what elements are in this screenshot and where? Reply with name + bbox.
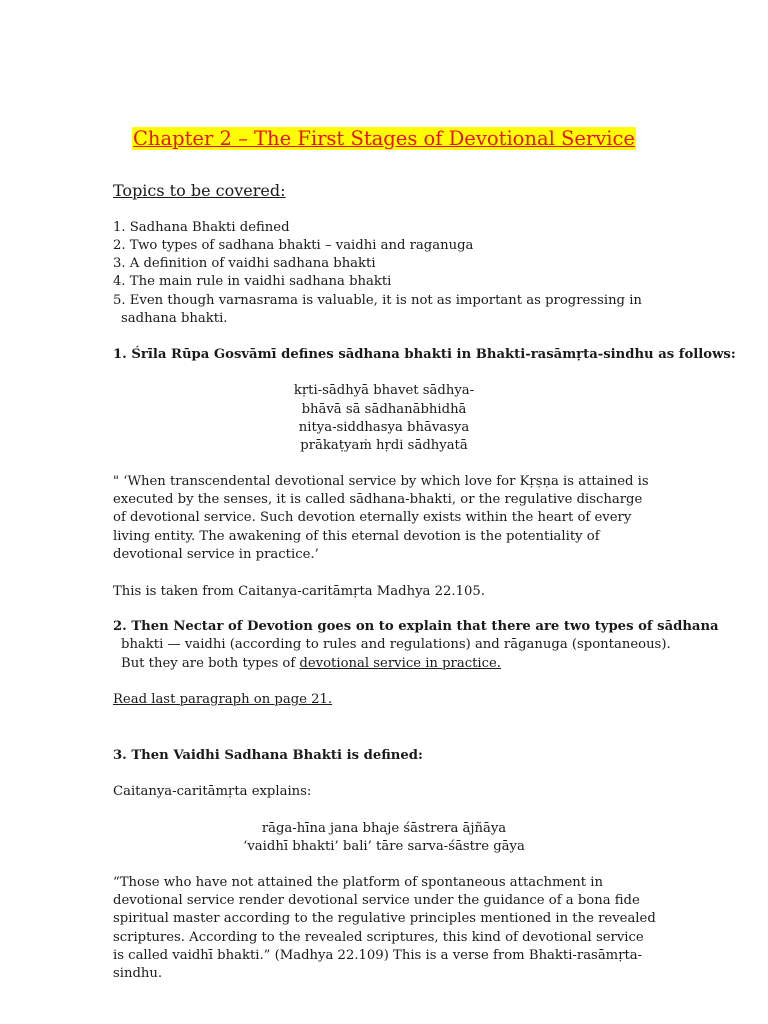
chapter-title [0, 126, 768, 152]
topics-heading: Topics to be covered: [113, 181, 286, 200]
section-3-heading: 3. Then Vaidhi Sadhana Bhakti is defined: [113, 748, 423, 763]
topic-item-4: 4. The main rule in vaidhi sadhana bhakti [113, 274, 392, 289]
cc-intro: Caitanya-caritāmṛta explains: [113, 784, 312, 799]
verse-2-line-2: ‘vaidhī bhakti’ bali’ tāre sarva-śāstre gāya [243, 839, 525, 854]
read-note: Read last paragraph on page 21. [113, 692, 333, 707]
section-2-line-3 [121, 655, 501, 673]
verse-1-line-3: nitya-siddhasya bhāvasya [298, 420, 470, 435]
topic-item-1: 1. Sadhana Bhakti defined [113, 220, 290, 235]
topic-item-5: 5. Even though varnasrama is valuable, it is not as important as progressing in [113, 293, 642, 308]
topic-item-2: 2. Two types of sadhana bhakti – vaidhi and raganuga [113, 238, 474, 253]
translation-1: " ‘When transcendental devotional service by which love for Kṛṣṇa is attained is executed by the senses, it is called sādhana-bhakti, or the regulative discharge of devotional service. Such devotion eternally exists within the heart of every living entity. The awakening of this eternal devotion is the potentiality of devotional service in practice.’ [113, 474, 649, 562]
source-1: This is taken from Caitanya-caritāmṛta Madhya 22.105. [113, 584, 485, 599]
verse-1-line-2: bhāvā sā sādhanābhidhā [301, 402, 467, 417]
topic-item-5-cont: sadhana bhakti. [121, 311, 228, 326]
verse-1-line-1: kṛti-sādhyā bhavet sādhya- [293, 383, 475, 398]
section-2-line-2: bhakti — vaidhi (according to rules and regulations) and rāganuga (spontaneous). [121, 637, 671, 652]
translation-2: “Those who have not attained the platform of spontaneous attachment in devotional service render devotional service under the guidance of a bona fide spiritual master according to the regulative principles mentioned in the revealed scriptures. According to the revealed scriptures, this kind of devotional service is called vaidhī bhakti.” (Madhya 22.109) This is a verse from Bhakti-rasāmṛta-sindhu. [113, 875, 656, 982]
section-2-line-3-prefix: But they are both types of [121, 656, 300, 671]
chapter-title-text: Chapter 2 – The First Stages of Devotional Service [133, 127, 635, 150]
topic-item-3: 3. A definition of vaidhi sadhana bhakti [113, 256, 376, 271]
section-1-heading: 1. Śrīla Rūpa Gosvāmī defines sādhana bhakti in Bhakti-rasāmṛta-sindhu as follows: [113, 347, 736, 362]
devotional-service-link: devotional service in practice. [299, 656, 502, 671]
verse-2-line-1: rāga-hīna jana bhaje śāstrera ājñāya [261, 821, 507, 836]
section-2-heading: 2. Then Nectar of Devotion goes on to explain that there are two types of sādhana [113, 619, 719, 634]
verse-1-line-4: prākaṭyaṁ hṛdi sādhyatā [300, 438, 468, 453]
